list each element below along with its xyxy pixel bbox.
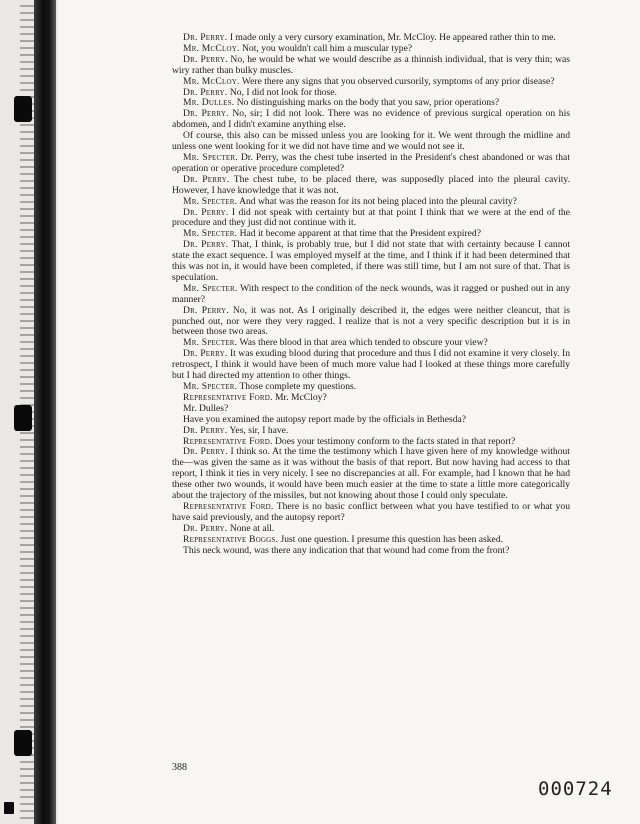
- punch-hole: [4, 802, 14, 814]
- speaker-name: Dr. Perry.: [183, 32, 228, 43]
- paragraph-text: I did not speak with certainty but at that point I think that we were at the end of the procedure and they just did not continue with it.: [172, 206, 570, 229]
- paragraph-text: Does your testimony conform to the facts stated in that report?: [275, 435, 516, 447]
- speaker-name: Mr. Dulles.: [183, 97, 235, 109]
- paragraph-text: Not, you wouldn't call him a muscular type?: [242, 42, 413, 54]
- paragraph-text: No, sir; I did not look. There was no evidence of previous surgical operation on his abdomen, and I didn't examine anything else.: [172, 108, 570, 131]
- paragraph-text: Mr. McCloy?: [275, 391, 327, 403]
- speaker-name: Dr. Perry.: [183, 86, 228, 98]
- transcript-body: [172, 33, 570, 557]
- transcript-paragraph: [172, 131, 570, 153]
- speaker-name: Mr. Specter.: [183, 282, 238, 294]
- speaker-name: Representative Ford.: [183, 435, 273, 447]
- page-number: 388: [172, 762, 187, 773]
- paragraph-text: Yes, sir, I have.: [229, 424, 289, 436]
- paragraph-text: Dr. Perry, was the chest tube inserted in the President's chest abandoned or was that operation or operative procedure completed?: [172, 151, 570, 174]
- paragraph-text: No, he would be what we would describe as a thinnish individual, that is very thin; was wiry rather than bulky muscles.: [172, 53, 571, 76]
- speaker-name: Mr. McCloy.: [183, 42, 240, 54]
- paragraph-text: Have you examined the autopsy report made by the officials in Bethesda?: [183, 413, 467, 425]
- paragraph-text: Had it become apparent at that time that the President expired?: [239, 228, 481, 240]
- speaker-name: Dr. Perry.: [183, 173, 230, 185]
- speaker-name: Representative Ford.: [183, 391, 273, 403]
- speaker-name: Dr. Perry.: [183, 206, 229, 218]
- binding-edge: [34, 0, 56, 824]
- speaker-name: Dr. Perry.: [183, 304, 229, 316]
- paragraph-text: With respect to the condition of the neck wounds, was it ragged or pushed out in any manner?: [172, 282, 570, 305]
- paragraph-text: Just one question. I presume this question has been asked.: [280, 533, 504, 545]
- speaker-name: Dr. Perry.: [183, 446, 228, 458]
- speaker-name: Representative Boggs.: [183, 533, 279, 545]
- paragraph-text: None at all.: [229, 522, 275, 534]
- transcript-paragraph: [172, 306, 570, 339]
- punch-hole: [14, 405, 32, 431]
- speaker-name: Dr. Perry.: [183, 108, 229, 120]
- transcript-paragraph: [172, 393, 570, 404]
- binding-margin: [0, 0, 58, 824]
- transcript-paragraph: [172, 153, 570, 175]
- document-number: 000724: [538, 778, 613, 800]
- paragraph-text: Those complete my questions.: [239, 381, 357, 392]
- transcript-paragraph: [172, 55, 570, 77]
- paragraph-text: And what was the reason for its not being placed into the pleural cavity?: [239, 195, 517, 207]
- paragraph-text: Was there blood in that area which tended to obscure your view?: [239, 337, 488, 349]
- paragraph-text: Of course, this also can be missed unless you are looking for it. We went through the midline and unless one went looking for it we did not have time and we would not see it.: [172, 130, 570, 153]
- transcript-paragraph: [172, 109, 570, 131]
- transcript-paragraph: [172, 284, 570, 306]
- transcript-paragraph: [172, 208, 570, 230]
- transcript-paragraph: [172, 447, 570, 502]
- paragraph-text: It was exuding blood during that procedure and thus I did not examine it very closely. In retrospect, I think it would have been of much more value had I looked at these things more carefully but I had directed my attention to other things.: [172, 348, 570, 382]
- speaker-name: Mr. Specter.: [183, 151, 238, 163]
- speaker-name: Dr. Perry.: [183, 53, 228, 65]
- paragraph-text: Mr. Dulles?: [183, 402, 229, 414]
- paragraph-text: No distinguishing marks on the body that you saw, prior operations?: [236, 97, 500, 109]
- speaker-name: Mr. Specter.: [183, 337, 238, 349]
- speaker-name: Mr. Specter.: [183, 195, 238, 207]
- speaker-name: Mr. Specter.: [183, 228, 238, 240]
- paragraph-text: Were there any signs that you observed cursorily, symptoms of any prior disease?: [241, 75, 555, 87]
- speaker-name: Dr. Perry.: [183, 348, 228, 360]
- paragraph-text: The chest tube, to be placed there, was supposedly placed into the pleural cavity. However, I have knowledge that it was not.: [172, 173, 571, 196]
- transcript-paragraph: [172, 502, 570, 524]
- punch-hole: [14, 730, 32, 756]
- paragraph-text: This neck wound, was there any indication that that wound had come from the front?: [183, 544, 510, 556]
- paragraph-text: There is no basic conflict between what you have testified to or what you have said previously, and the autopsy report?: [172, 500, 570, 523]
- speaker-name: Dr. Perry.: [183, 424, 228, 436]
- transcript-paragraph: [172, 175, 570, 197]
- paragraph-text: No, I did not look for those.: [229, 86, 337, 98]
- transcript-paragraph: [172, 240, 570, 284]
- transcript-paragraph: [172, 546, 570, 557]
- transcript-paragraph: [172, 349, 570, 382]
- paragraph-text: I think so. At the time the testimony which I have given here of my knowledge without the—was given the same as it was without the basis of that report. But now having had access to that report, I think it ties in very nicely. I see no discrepancies at all. For example, had I known that he had these other two wounds, it would have been much easier at the time to state a little more categorically about the trajectory of the missiles, but not knowing about those I could only speculate.: [172, 446, 570, 502]
- speaker-name: Dr. Perry.: [183, 239, 229, 251]
- speaker-name: Mr. McCloy.: [183, 75, 240, 87]
- paragraph-text: No, it was not. As I originally described it, the edges were neither cleancut, that is punched out, nor were they very ragged. I realize that is not a very specific description but it is in between those two areas.: [172, 304, 570, 338]
- speaker-name: Dr. Perry.: [183, 522, 228, 534]
- punch-hole: [14, 96, 32, 122]
- paragraph-text: That, I think, is probably true, but I did not state that with certainty because I cannot state the exact sequence. I was employed myself at the time, and I think if it had been determined that this was not in, it would have been completed, if there was still time, but I am not sure of that. That is speculation.: [172, 239, 570, 283]
- speaker-name: Mr. Specter.: [183, 381, 238, 392]
- paragraph-text: I made only a very cursory examination, Mr. McCloy. He appeared rather thin to me.: [229, 32, 556, 43]
- speaker-name: Representative Ford.: [183, 500, 274, 512]
